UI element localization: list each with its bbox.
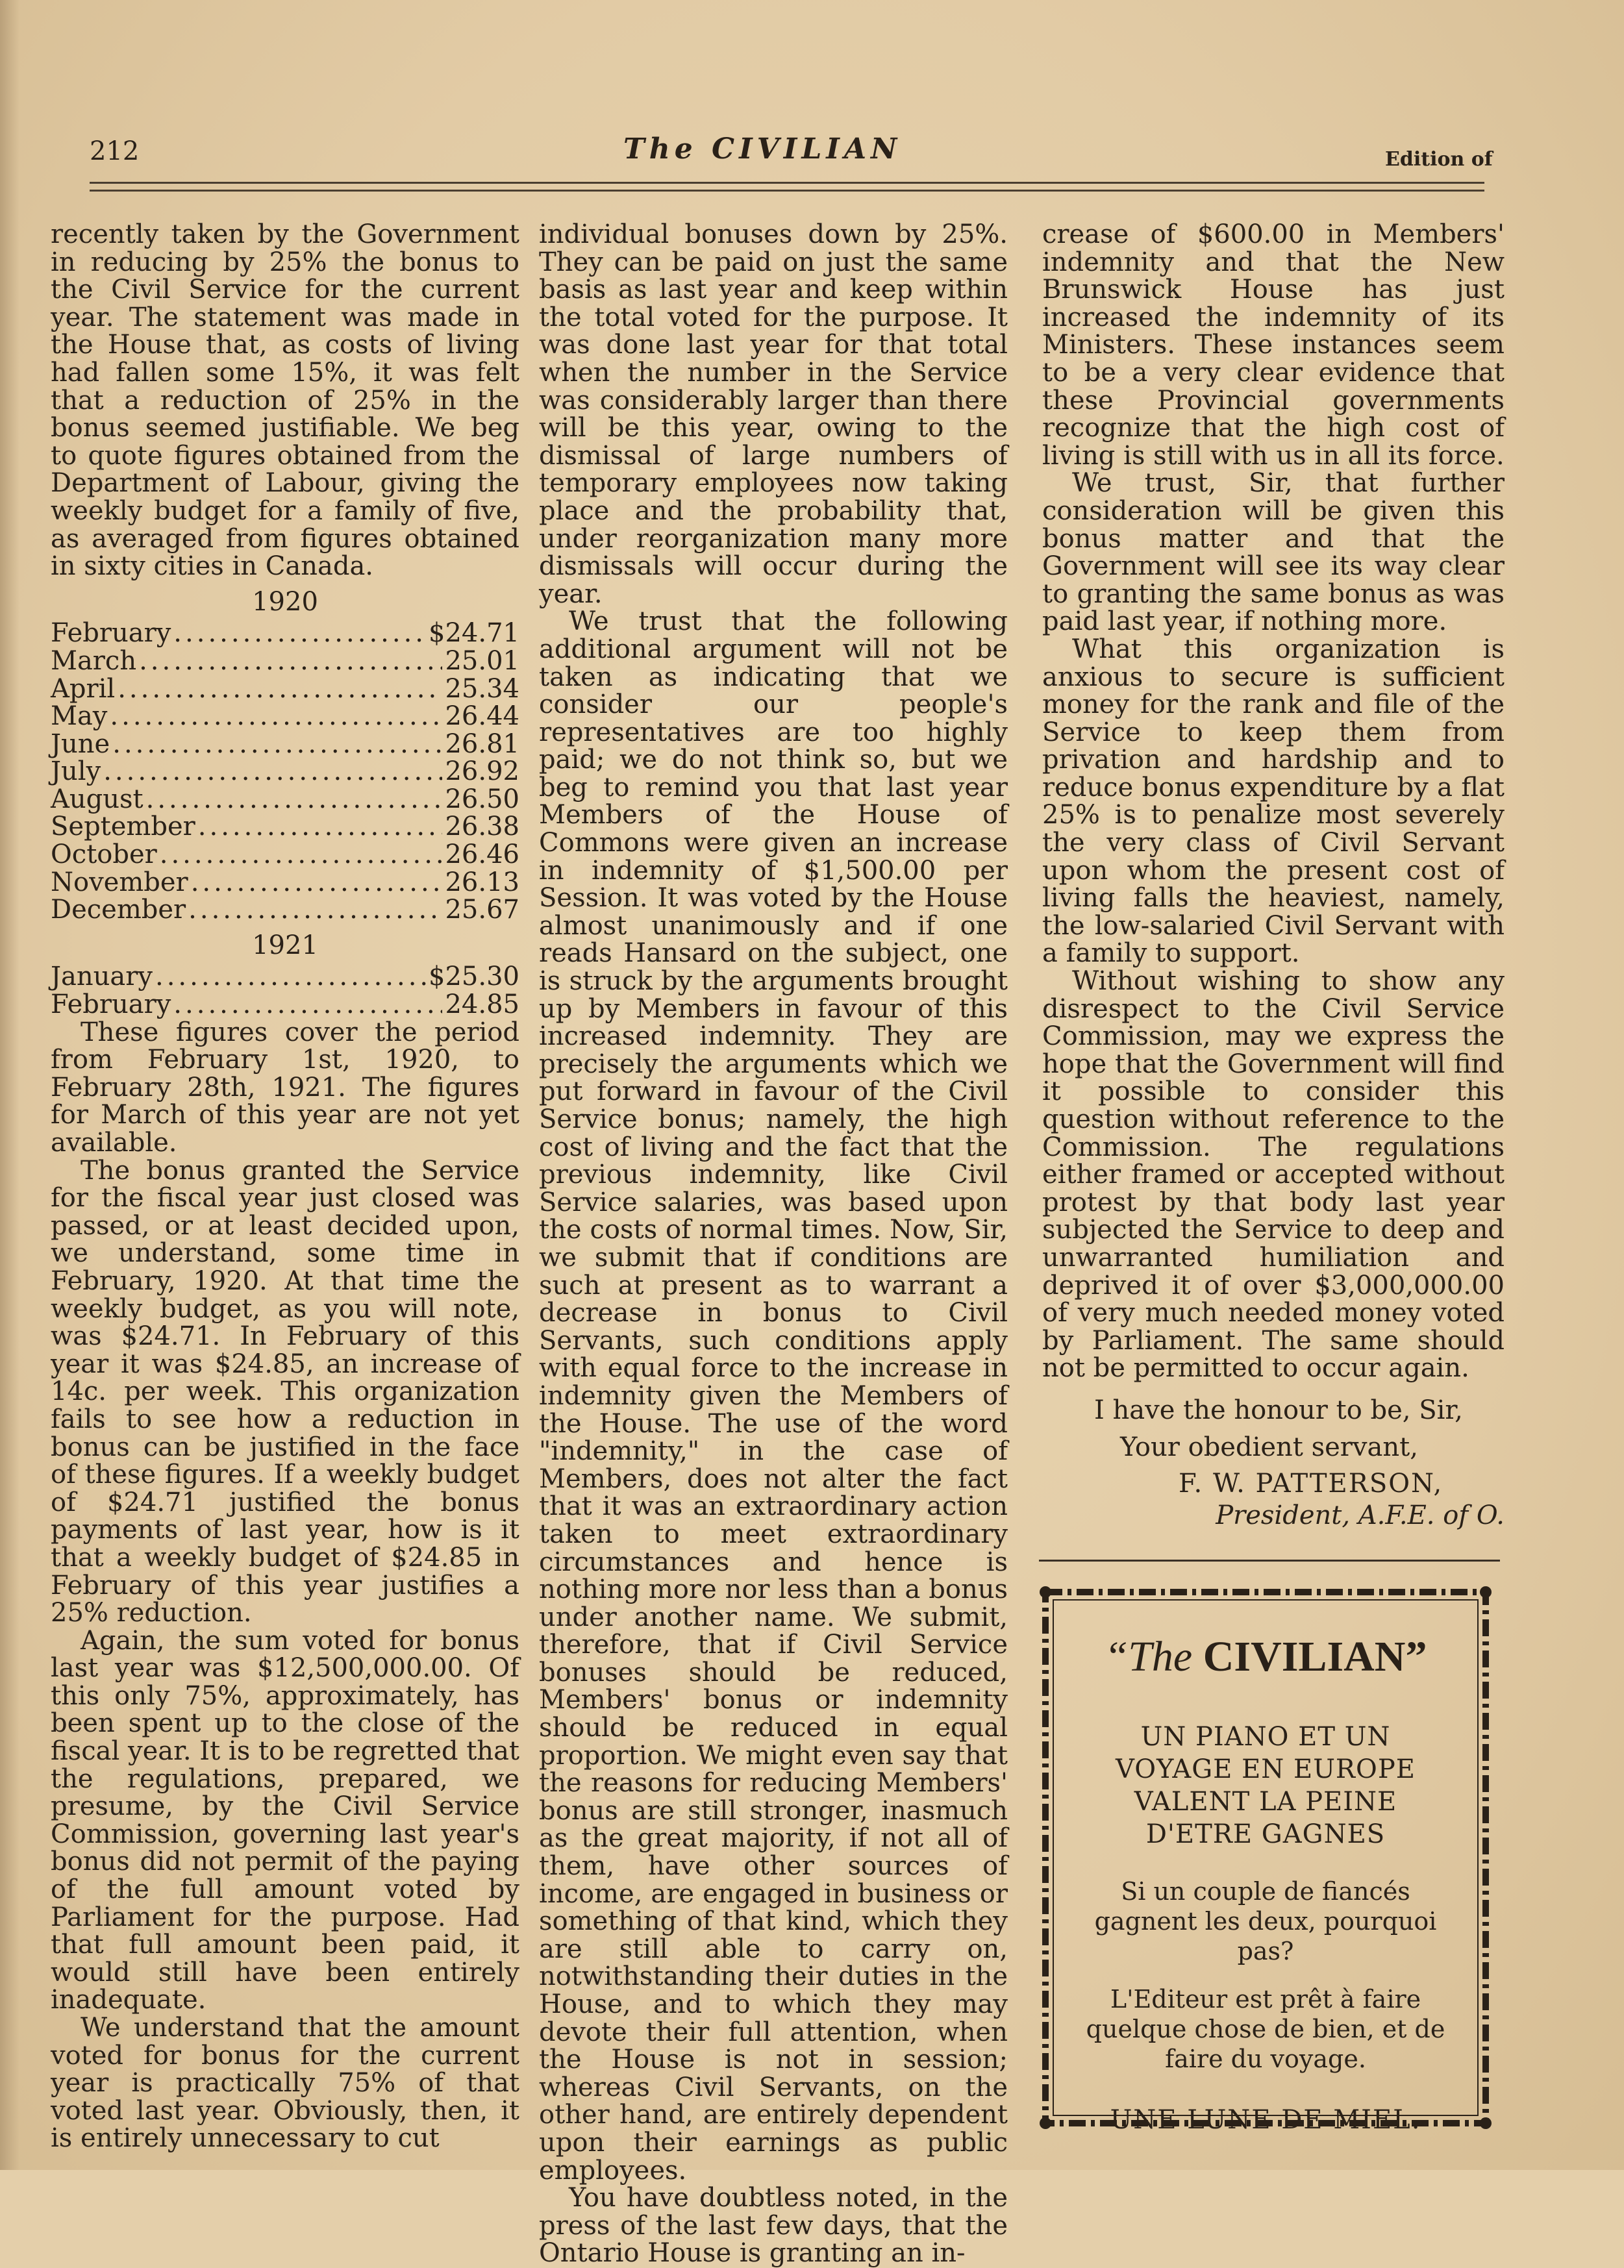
budget-value: 25.01	[445, 645, 519, 676]
month-label: September	[51, 812, 195, 842]
ad-headline: UN PIANO ET UN VOYAGE EN EUROPE VALENT LA PEINE D'ETRE GAGNES	[1116, 1722, 1416, 1849]
month-label: March	[51, 645, 137, 676]
dot-leader	[188, 896, 442, 924]
budget-value: 26.81	[445, 729, 519, 759]
article-column-1	[51, 221, 519, 2152]
paragraph: The bonus granted the Service for the fiscal year just closed was passed, or at least decided upon, we understand, some time in February, 1920. At that time the weekly budget, as you will note, was $24.71. In February of this year it was $24.85, an increase of 14c. per week. This organization fails to see how a reduction in bonus can be justified in the face of these figures. If a weekly budget of $24.71 justified the bonus payments of last year, how is it that a weekly budget of $24.85 in February of this year justifies a 25% reduction.	[51, 1155, 519, 1628]
paragraph: Without wishing to show any disrespect to the Civil Service Commission, may we express the hope that the Government will find it possible to consider this question without reference to the Commission. The regulations either framed or accepted without protest by that body last year subjected the Service to deep and unwarranted humiliation and deprived it of over $3,000,000.00 of very much needed money voted by Parliament. The same should not be permitted to occur again.	[1042, 966, 1505, 1384]
table-row	[51, 896, 519, 924]
paragraph: crease of $600.00 in Members' indemnity and that the New Brunswick House has just increased the indemnity of its Ministers. These instances seem to be a very clear evidence that these Provincial governments recognize that the high cost of living is still with us in all its force.	[1042, 219, 1505, 471]
budget-value: 26.13	[445, 867, 519, 897]
section-divider	[1039, 1560, 1500, 1562]
table-row	[51, 963, 519, 991]
signature-name: F. W. PATTERSON,	[1179, 1469, 1443, 1499]
dot-leader	[173, 619, 426, 647]
paragraph: recently taken by the Government in reducing by 25% the bonus to the Civil Service for the current year. The statement was made in the House that, as costs of living had fallen some 15%, it was felt that a reduction of 25% in the bonus seemed justifiable. We beg to quote figures obtained from the Department of Labour, giving the weekly budget for a family of five, as averaged from figures obtained in sixty cities in Canada.	[51, 219, 519, 582]
dot-leader	[110, 703, 442, 730]
paragraph: We understand that the amount voted for bonus for the current year is practically 75% of that voted last year. Obviously, then, it is entirely unnecessary to cut	[51, 2013, 519, 2154]
advertisement-box	[1038, 1584, 1493, 2135]
month-label: October	[51, 840, 157, 870]
paragraph: What this organization is anxious to secure is sufficient money for the rank and file of the Service to keep them from privation and hardship and to reduce bonus expenditure by a flat 25% is to penalize most severely the very class of Civil Servant upon whom the present cost of living falls the heaviest, namely, the low-salaried Civil Servant with a family to support.	[1042, 634, 1505, 969]
table-row	[51, 869, 519, 897]
table-row	[51, 813, 519, 841]
article-column-2	[539, 221, 1008, 2267]
ad-paragraph: L'Editeur est prêt à faire quelque chose de bien, et de faire du voyage.	[1086, 1985, 1445, 2073]
month-label: May	[51, 701, 108, 732]
dot-leader	[118, 675, 442, 703]
month-label: February	[51, 990, 171, 1020]
budget-value: 26.92	[445, 756, 519, 787]
journal-title: The CIVILIAN	[623, 132, 902, 166]
dot-leader	[191, 869, 443, 897]
paragraph: These figures cover the period from February 1st, 1920, to February 28th, 1921. The figures for March of this year are not yet available.	[51, 1017, 519, 1158]
table-row	[51, 675, 519, 703]
month-label: November	[51, 867, 188, 897]
ad-title-civilian: CIVILIAN”	[1203, 1633, 1427, 1680]
dot-leader	[155, 963, 426, 991]
dot-leader	[146, 786, 443, 814]
budget-value: 26.38	[445, 812, 519, 842]
dot-leader	[198, 813, 443, 841]
article-column-3	[1042, 221, 1505, 1529]
edition-label: Edition of	[1385, 148, 1493, 171]
budget-value: 26.46	[445, 840, 519, 870]
month-label: July	[51, 756, 101, 787]
advertisement-content	[1070, 1617, 1461, 2135]
table-row	[51, 991, 519, 1019]
budget-value: 24.85	[445, 990, 519, 1020]
budget-table-1920	[51, 619, 519, 924]
month-label: December	[51, 895, 186, 925]
letter-valediction: Your obedient servant,	[1120, 1432, 1418, 1462]
header-rule-bottom	[90, 190, 1484, 192]
budget-value: $25.30	[429, 962, 519, 992]
budget-table-1921	[51, 963, 519, 1018]
paragraph: We trust that the following additional argument will not be taken as indicating that we consider our people's representatives are too highly paid; we do not think so, but we beg to remind you that last year Members of the House of Commons were given an increase in indemnity of $1,500.00 per Session. It was voted by the House almost unanimously and if one reads Hansard on the subject, one is struck by the arguments brought up by Members in favour of this increased indemnity. They are precisely the arguments which we put forward in favour of the Civil Service bonus; namely, the high cost of living and the fact that the previous indemnity, like Civil Service salaries, was based upon the costs of normal times. Now, Sir, we submit that if conditions are such at present as to warrant a decrease in bonus to Civil Servants, such conditions apply with equal force to the increase in indemnity given the Members of the House. The use of the word "indemnity," in the case of Members, does not alter the fact that it was an extraordinary action taken to meet extraordinary circumstances and hence is nothing more nor less than a bonus under another name. We submit, therefore, that if Civil Service bonuses should be reduced, Members' bonus or indemnity should be reduced in equal proportion. We might even say that the reasons for reducing Members' bonus are still stronger, inasmuch as the great majority, if not all of them, have other sources of income, are engaged in business or something of that kind, which they are still able to carry on, notwithstanding their duties in the House, and to which they may devote their full attention, when the House is not in session; whereas Civil Servants, on the other hand, are entirely dependent upon their earnings as public employees.	[539, 606, 1008, 2186]
paragraph: individual bonuses down by 25%. They can be paid on just the same basis as last year and keep within the total voted for the purpose. It was done last year for that total when the number in the Service was considerably larger than there will be this year, owing to the dismissal of large numbers of temporary employees now taking place and the probability that, under reorganization many more dismissals will occur during the year.	[539, 219, 1008, 609]
page-header	[0, 129, 1624, 181]
budget-value: 26.50	[445, 784, 519, 814]
ad-paragraph: Si un couple de fiancés gagnent les deux, pourquoi pas?	[1094, 1877, 1437, 1965]
table-year-heading: 1921	[252, 930, 318, 960]
table-year-heading: 1920	[252, 586, 318, 617]
table-row	[51, 703, 519, 730]
month-label: June	[51, 729, 110, 759]
letter-closing: I have the honour to be, Sir,	[1094, 1395, 1463, 1425]
dot-leader	[160, 841, 443, 869]
month-label: August	[51, 784, 144, 814]
spine-shadow	[0, 0, 19, 2170]
page-number: 212	[90, 136, 140, 166]
month-label: April	[51, 673, 116, 704]
table-row	[51, 619, 519, 647]
header-rule-top	[90, 182, 1484, 184]
table-row	[51, 841, 519, 869]
budget-value: 25.67	[445, 895, 519, 925]
table-row	[51, 647, 519, 675]
ad-title-the: “The	[1104, 1633, 1193, 1680]
budget-value: 26.44	[445, 701, 519, 732]
table-row	[51, 730, 519, 758]
dot-leader	[103, 758, 442, 786]
paragraph: Again, the sum voted for bonus last year was $12,500,000.00. Of this only 75%, approximately, has been spent up to the close of the fiscal year. It is to be regretted that the regulations, prepared, we presume, by the Civil Service Commission, governing last year's bonus did not permit of the paying of the full amount voted by Parliament for the purpose. Had that full amount been paid, it would still have been entirely inadequate.	[51, 1625, 519, 2015]
signature-title: President, A.F.E. of O.	[1216, 1500, 1505, 1530]
month-label: February	[51, 618, 171, 649]
table-row	[51, 758, 519, 786]
table-row	[51, 786, 519, 814]
budget-value: $24.71	[429, 618, 519, 649]
dot-leader	[173, 991, 442, 1019]
ad-footer: UNE LUNE DE MIEL.	[1110, 2105, 1421, 2135]
ad-title	[1070, 1631, 1461, 1683]
budget-value: 25.34	[445, 673, 519, 704]
dot-leader	[139, 647, 442, 675]
month-label: January	[51, 962, 153, 992]
dot-leader	[112, 730, 442, 758]
paragraph: You have doubtless noted, in the press of the last few days, that the Ontario House is granting an in-	[539, 2183, 1008, 2268]
paragraph: We trust, Sir, that further consideration will be given this bonus matter and that the Government will see its way clear to granting the same bonus as was paid last year, if nothing more.	[1042, 468, 1505, 637]
